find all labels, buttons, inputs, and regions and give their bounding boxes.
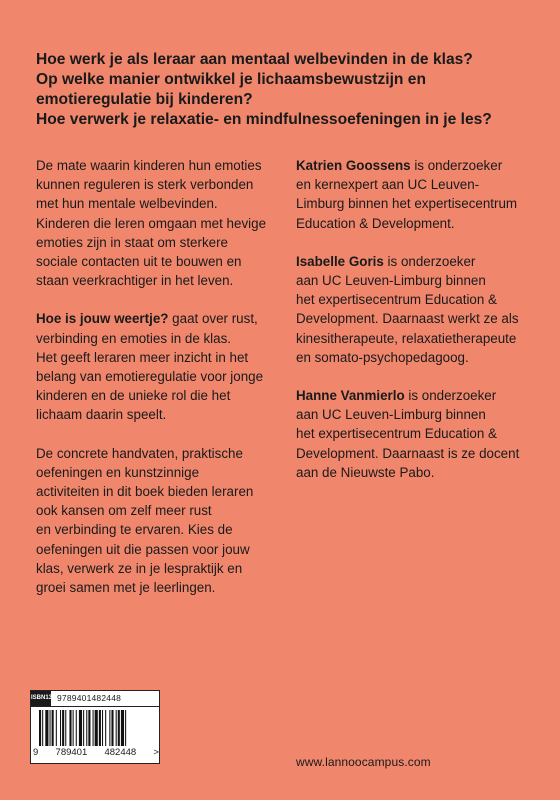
barcode-digit-group: 482448 [104,747,137,758]
author-line: Development. Daarnaast is ze docent [296,445,520,461]
desc-line: klas, verwerk ze in je lespraktijk en [36,560,243,576]
book-description [36,156,276,597]
isbn-barcode-block [30,690,160,764]
desc-line: Kinderen die leren omgaan met hevige [36,215,267,231]
desc-line: emoties zijn in staat om sterkere [36,234,229,250]
desc-line: en verbinding te ervaren. Kies de [36,522,233,538]
desc-line: oefeningen uit die passen voor jouw [36,541,250,557]
desc-line: De concrete handvaten, praktische [36,445,243,461]
publisher-website: www.lannoocampus.com [296,755,431,769]
desc-line: kunnen reguleren is sterk verbonden [36,177,254,193]
desc-line: staan veerkrachtiger in het leven. [36,273,234,289]
desc-line: kinderen en de unieke rol die het [36,388,231,404]
barcode-digit-group: 789401 [55,747,88,758]
question-3: emotieregulatie bij kinderen? [36,91,253,108]
barcode-image [37,710,153,748]
desc-line: Hoe is jouw weertje? gaat over rust, [36,311,258,327]
desc-line: oefeningen en kunstzinnige [36,464,200,480]
desc-line: verbinding en emoties in de klas. [36,330,232,346]
author-line: Limburg binnen het expertisecentrum [296,196,518,212]
isbn-header [31,691,159,707]
author-name: Hanne Vanmierlo [296,388,405,404]
author-line: het expertisecentrum Education & [296,292,497,308]
barcode-digits [33,747,159,758]
author-line: Development. Daarnaast werkt ze als [296,311,519,327]
question-2: Op welke manier ontwikkel je lichaamsbewustzijn en [36,71,426,88]
desc-line: activiteiten in dit boek bieden leraren [36,484,254,500]
isbn-number: 9789401482448 [57,693,122,703]
question-1: Hoe werk je als leraar aan mentaal welbevinden in de klas? [36,51,473,68]
desc-line: Het geeft leraren meer inzicht in het [36,349,249,365]
author-line: Isabelle Goris is onderzoeker [296,253,476,269]
author-name: Isabelle Goris [296,253,384,269]
cover-questions [36,50,536,130]
barcode-digit-group: > [153,747,159,758]
isbn-label: ISBN13 [31,691,51,706]
desc-line: belang van emotieregulatie voor jonge [36,369,264,385]
author-line: Katrien Goossens is onderzoeker [296,158,503,173]
author-line: aan de Nieuwste Pabo. [296,464,435,480]
desc-line: ook kansen om zelf meer rust [36,503,212,519]
author-line: aan UC Leuven-Limburg binnen [296,407,486,423]
desc-line: groei samen met je leerlingen. [36,580,216,596]
author-line: Education & Development. [296,215,455,231]
barcode-digit-group: 9 [33,747,39,758]
author-line: en kernexpert aan UC Leuven- [296,177,480,193]
author-line: het expertisecentrum Education & [296,426,497,442]
author-line: Hanne Vanmierlo is onderzoeker [296,388,497,404]
author-line: kinesitherapeute, relaxatietherapeute [296,330,517,346]
question-4: Hoe verwerk je relaxatie- en mindfulnessoefeningen in je les? [36,111,492,128]
author-bios [296,156,536,482]
book-title: Hoe is jouw weertje? [36,311,169,327]
desc-line: lichaam daarin speelt. [36,407,167,423]
desc-line: De mate waarin kinderen hun emoties [36,158,262,173]
desc-line: sociale contacten uit te bouwen en [36,254,242,270]
author-line: aan UC Leuven-Limburg binnen [296,273,486,289]
author-name: Katrien Goossens [296,158,411,173]
desc-line: met hun mentale welbevinden. [36,196,218,212]
author-line: en somato-psychopedagoog. [296,349,469,365]
